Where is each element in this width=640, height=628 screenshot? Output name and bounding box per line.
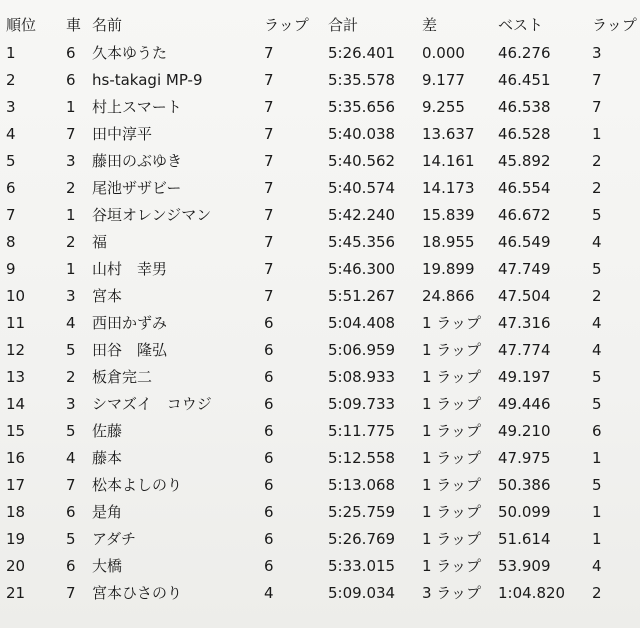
cell-best-lap: 2 bbox=[592, 584, 602, 602]
cell-best: 46.538 bbox=[498, 98, 551, 116]
cell-best: 50.386 bbox=[498, 476, 551, 494]
cell-best: 47.749 bbox=[498, 260, 551, 278]
cell-name: 村上スマート bbox=[92, 98, 182, 116]
race-results-table bbox=[6, 10, 638, 607]
cell-best-lap: 4 bbox=[592, 314, 602, 332]
cell-car: 4 bbox=[66, 314, 76, 332]
header-position: 順位 bbox=[6, 16, 37, 34]
cell-laps: 6 bbox=[264, 530, 274, 548]
cell-best-lap: 5 bbox=[592, 260, 602, 278]
cell-best-lap: 2 bbox=[592, 152, 602, 170]
table-row bbox=[6, 67, 638, 94]
table-row bbox=[6, 553, 638, 580]
cell-position: 21 bbox=[6, 584, 26, 602]
cell-best: 50.099 bbox=[498, 503, 551, 521]
cell-best: 47.316 bbox=[498, 314, 551, 332]
cell-best-lap: 7 bbox=[592, 98, 602, 116]
cell-best: 46.451 bbox=[498, 71, 551, 89]
cell-gap: 1 ラップ bbox=[422, 395, 482, 413]
table-row bbox=[6, 283, 638, 310]
cell-laps: 6 bbox=[264, 557, 274, 575]
cell-name: 尾池ザザビー bbox=[92, 179, 182, 197]
header-name: 名前 bbox=[92, 16, 123, 34]
cell-car: 1 bbox=[66, 206, 76, 224]
cell-name: 板倉完二 bbox=[92, 368, 153, 386]
cell-name: 久本ゆうた bbox=[92, 44, 168, 62]
table-row bbox=[6, 472, 638, 499]
cell-position: 11 bbox=[6, 314, 26, 332]
cell-best-lap: 2 bbox=[592, 179, 602, 197]
cell-best-lap: 5 bbox=[592, 206, 602, 224]
cell-best-lap: 1 bbox=[592, 125, 602, 143]
cell-total: 5:46.300 bbox=[328, 260, 396, 278]
cell-best: 47.504 bbox=[498, 287, 551, 305]
cell-total: 5:40.574 bbox=[328, 179, 396, 197]
cell-laps: 6 bbox=[264, 476, 274, 494]
results-body bbox=[6, 40, 638, 607]
cell-car: 2 bbox=[66, 368, 76, 386]
cell-gap: 1 ラップ bbox=[422, 314, 482, 332]
header-gap: 差 bbox=[422, 16, 438, 34]
cell-best: 47.774 bbox=[498, 341, 551, 359]
header-laps: ラップ bbox=[264, 16, 309, 34]
cell-gap: 1 ラップ bbox=[422, 449, 482, 467]
cell-laps: 7 bbox=[264, 152, 274, 170]
cell-best: 1:04.820 bbox=[498, 584, 566, 602]
cell-position: 10 bbox=[6, 287, 26, 305]
cell-total: 5:40.562 bbox=[328, 152, 396, 170]
table-row bbox=[6, 121, 638, 148]
cell-total: 5:06.959 bbox=[328, 341, 396, 359]
cell-laps: 7 bbox=[264, 233, 274, 251]
cell-car: 5 bbox=[66, 341, 76, 359]
cell-gap: 0.000 bbox=[422, 44, 465, 62]
cell-car: 3 bbox=[66, 152, 76, 170]
cell-best-lap: 2 bbox=[592, 287, 602, 305]
cell-total: 5:51.267 bbox=[328, 287, 396, 305]
cell-total: 5:26.769 bbox=[328, 530, 396, 548]
cell-position: 8 bbox=[6, 233, 16, 251]
cell-name: 宮本ひさのり bbox=[92, 584, 183, 602]
table-row bbox=[6, 445, 638, 472]
cell-gap: 1 ラップ bbox=[422, 368, 482, 386]
cell-laps: 6 bbox=[264, 449, 274, 467]
cell-gap: 1 ラップ bbox=[422, 476, 482, 494]
cell-car: 5 bbox=[66, 530, 76, 548]
cell-gap: 3 ラップ bbox=[422, 584, 482, 602]
cell-best-lap: 3 bbox=[592, 44, 602, 62]
cell-best-lap: 5 bbox=[592, 395, 602, 413]
cell-car: 3 bbox=[66, 395, 76, 413]
cell-laps: 7 bbox=[264, 287, 274, 305]
cell-laps: 7 bbox=[264, 125, 274, 143]
table-row bbox=[6, 310, 638, 337]
cell-laps: 6 bbox=[264, 368, 274, 386]
cell-laps: 6 bbox=[264, 422, 274, 440]
cell-best-lap: 4 bbox=[592, 557, 602, 575]
cell-gap: 1 ラップ bbox=[422, 503, 482, 521]
table-row bbox=[6, 499, 638, 526]
cell-best: 46.528 bbox=[498, 125, 551, 143]
cell-best: 46.672 bbox=[498, 206, 551, 224]
cell-laps: 6 bbox=[264, 341, 274, 359]
cell-car: 6 bbox=[66, 503, 76, 521]
header-best-lap: ラップ bbox=[592, 16, 637, 34]
cell-name: 山村 幸男 bbox=[92, 260, 168, 278]
cell-position: 1 bbox=[6, 44, 16, 62]
table-row bbox=[6, 202, 638, 229]
cell-position: 12 bbox=[6, 341, 26, 359]
cell-name: 松本よしのり bbox=[92, 476, 183, 494]
cell-best: 46.554 bbox=[498, 179, 551, 197]
cell-gap: 19.899 bbox=[422, 260, 475, 278]
table-row bbox=[6, 526, 638, 553]
cell-car: 7 bbox=[66, 476, 76, 494]
cell-laps: 7 bbox=[264, 206, 274, 224]
cell-position: 20 bbox=[6, 557, 26, 575]
cell-position: 2 bbox=[6, 71, 16, 89]
cell-best-lap: 1 bbox=[592, 530, 602, 548]
cell-laps: 7 bbox=[264, 71, 274, 89]
cell-total: 5:40.038 bbox=[328, 125, 396, 143]
cell-gap: 1 ラップ bbox=[422, 422, 482, 440]
header-car: 車 bbox=[66, 16, 82, 34]
cell-best-lap: 4 bbox=[592, 233, 602, 251]
cell-name: 宮本 bbox=[92, 287, 123, 305]
cell-position: 13 bbox=[6, 368, 26, 386]
cell-best-lap: 1 bbox=[592, 449, 602, 467]
header-best: ベスト bbox=[498, 16, 544, 34]
table-row bbox=[6, 40, 638, 67]
cell-best-lap: 7 bbox=[592, 71, 602, 89]
cell-car: 3 bbox=[66, 287, 76, 305]
table-row bbox=[6, 229, 638, 256]
cell-best: 49.210 bbox=[498, 422, 551, 440]
table-row bbox=[6, 94, 638, 121]
cell-car: 7 bbox=[66, 584, 76, 602]
cell-best: 46.276 bbox=[498, 44, 551, 62]
cell-name: 福 bbox=[92, 233, 108, 251]
cell-car: 7 bbox=[66, 125, 76, 143]
cell-total: 5:11.775 bbox=[328, 422, 396, 440]
cell-total: 5:26.401 bbox=[328, 44, 396, 62]
cell-total: 5:35.578 bbox=[328, 71, 396, 89]
cell-gap: 15.839 bbox=[422, 206, 475, 224]
cell-total: 5:25.759 bbox=[328, 503, 396, 521]
cell-position: 18 bbox=[6, 503, 26, 521]
cell-name: 藤本 bbox=[92, 449, 123, 467]
cell-name: hs-takagi MP-9 bbox=[92, 71, 203, 89]
cell-name: アダチ bbox=[92, 530, 136, 548]
cell-best: 53.909 bbox=[498, 557, 551, 575]
cell-total: 5:13.068 bbox=[328, 476, 396, 494]
cell-car: 6 bbox=[66, 44, 76, 62]
header-row bbox=[6, 10, 638, 40]
cell-gap: 9.177 bbox=[422, 71, 465, 89]
cell-total: 5:09.034 bbox=[328, 584, 396, 602]
cell-gap: 9.255 bbox=[422, 98, 465, 116]
cell-best: 51.614 bbox=[498, 530, 551, 548]
cell-name: 大橋 bbox=[92, 557, 123, 575]
cell-name: 是角 bbox=[92, 503, 123, 521]
cell-best-lap: 5 bbox=[592, 476, 602, 494]
cell-position: 5 bbox=[6, 152, 16, 170]
cell-best-lap: 1 bbox=[592, 503, 602, 521]
cell-position: 19 bbox=[6, 530, 26, 548]
table-row bbox=[6, 580, 638, 607]
cell-name: 田谷 隆弘 bbox=[92, 341, 168, 359]
table-row bbox=[6, 418, 638, 445]
cell-total: 5:35.656 bbox=[328, 98, 396, 116]
cell-laps: 7 bbox=[264, 260, 274, 278]
cell-laps: 7 bbox=[264, 98, 274, 116]
cell-best-lap: 5 bbox=[592, 368, 602, 386]
cell-car: 4 bbox=[66, 449, 76, 467]
cell-total: 5:04.408 bbox=[328, 314, 396, 332]
cell-position: 16 bbox=[6, 449, 26, 467]
cell-car: 1 bbox=[66, 98, 76, 116]
cell-name: シマズイ コウジ bbox=[92, 395, 212, 413]
cell-name: 田中淳平 bbox=[92, 125, 153, 143]
cell-name: 藤田のぶゆき bbox=[92, 152, 183, 170]
cell-position: 14 bbox=[6, 395, 26, 413]
cell-car: 2 bbox=[66, 233, 76, 251]
cell-car: 2 bbox=[66, 179, 76, 197]
table-row bbox=[6, 364, 638, 391]
cell-position: 3 bbox=[6, 98, 16, 116]
cell-best: 47.975 bbox=[498, 449, 551, 467]
cell-position: 15 bbox=[6, 422, 26, 440]
table-row bbox=[6, 175, 638, 202]
cell-position: 6 bbox=[6, 179, 16, 197]
table-row bbox=[6, 391, 638, 418]
cell-car: 1 bbox=[66, 260, 76, 278]
cell-name: 佐藤 bbox=[92, 422, 123, 440]
cell-best: 46.549 bbox=[498, 233, 551, 251]
cell-position: 9 bbox=[6, 260, 16, 278]
cell-best-lap: 6 bbox=[592, 422, 602, 440]
cell-gap: 1 ラップ bbox=[422, 557, 482, 575]
cell-total: 5:45.356 bbox=[328, 233, 396, 251]
cell-total: 5:09.733 bbox=[328, 395, 396, 413]
cell-position: 7 bbox=[6, 206, 16, 224]
cell-position: 17 bbox=[6, 476, 26, 494]
cell-gap: 1 ラップ bbox=[422, 530, 482, 548]
cell-car: 6 bbox=[66, 71, 76, 89]
cell-gap: 18.955 bbox=[422, 233, 475, 251]
cell-total: 5:08.933 bbox=[328, 368, 396, 386]
cell-car: 5 bbox=[66, 422, 76, 440]
cell-total: 5:12.558 bbox=[328, 449, 396, 467]
cell-car: 6 bbox=[66, 557, 76, 575]
cell-laps: 4 bbox=[264, 584, 274, 602]
cell-best: 49.197 bbox=[498, 368, 551, 386]
header-total: 合計 bbox=[328, 16, 359, 34]
cell-laps: 7 bbox=[264, 179, 274, 197]
cell-total: 5:33.015 bbox=[328, 557, 396, 575]
cell-gap: 14.173 bbox=[422, 179, 475, 197]
cell-gap: 14.161 bbox=[422, 152, 475, 170]
cell-laps: 7 bbox=[264, 44, 274, 62]
cell-position: 4 bbox=[6, 125, 16, 143]
cell-best-lap: 4 bbox=[592, 341, 602, 359]
cell-total: 5:42.240 bbox=[328, 206, 396, 224]
table-row bbox=[6, 337, 638, 364]
cell-best: 49.446 bbox=[498, 395, 551, 413]
cell-laps: 6 bbox=[264, 395, 274, 413]
cell-laps: 6 bbox=[264, 503, 274, 521]
cell-gap: 1 ラップ bbox=[422, 341, 482, 359]
cell-name: 谷垣オレンジマン bbox=[92, 206, 212, 224]
cell-best: 45.892 bbox=[498, 152, 551, 170]
table-row bbox=[6, 256, 638, 283]
cell-name: 西田かずみ bbox=[92, 314, 168, 332]
table-row bbox=[6, 148, 638, 175]
cell-laps: 6 bbox=[264, 314, 274, 332]
cell-gap: 13.637 bbox=[422, 125, 475, 143]
cell-gap: 24.866 bbox=[422, 287, 475, 305]
